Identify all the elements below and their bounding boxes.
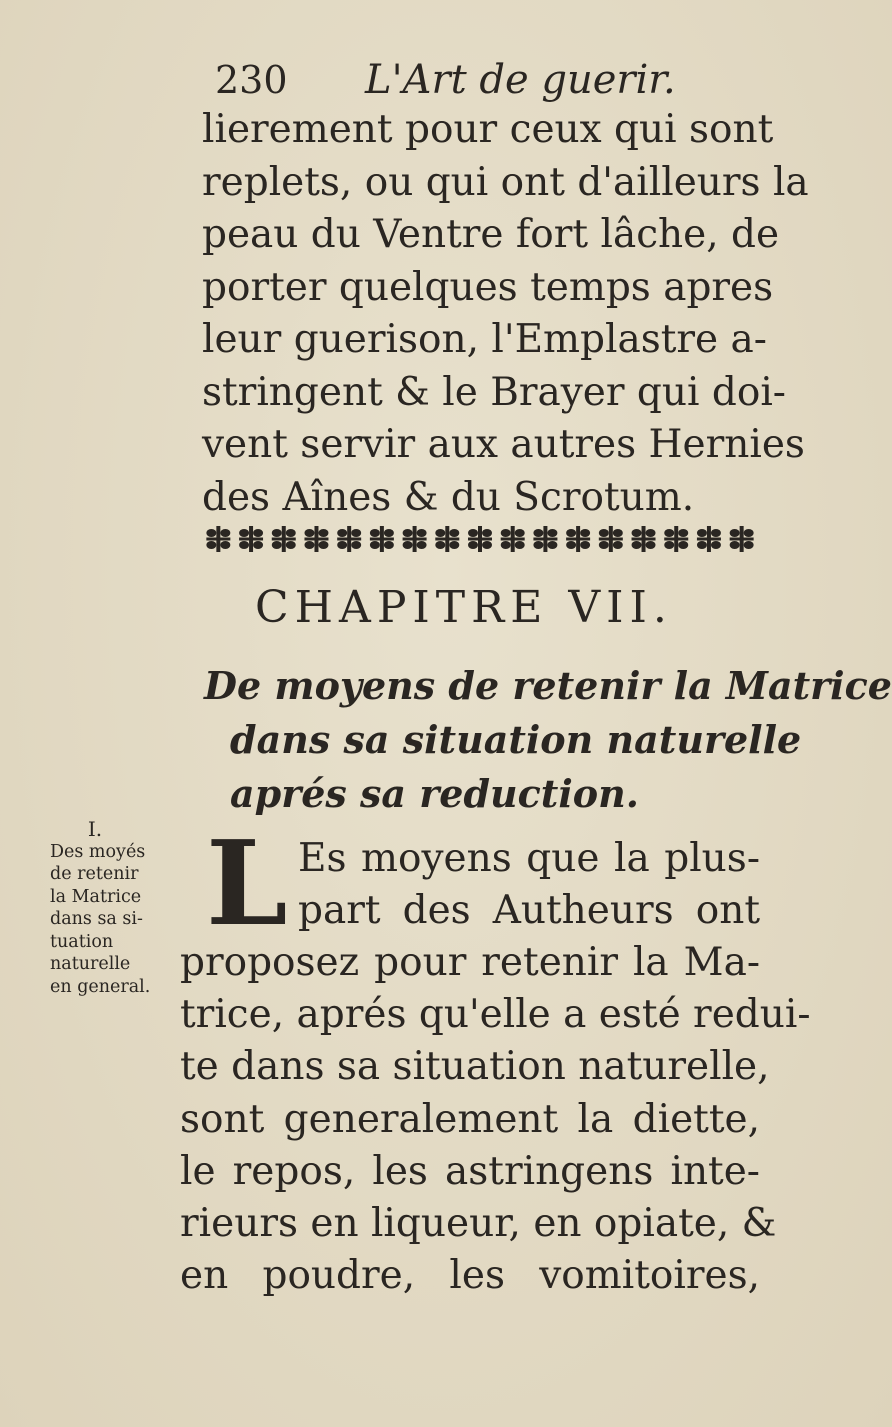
fleuron-glyph bbox=[566, 526, 590, 552]
paragraph-line bbox=[298, 833, 760, 885]
text-line: vent servir aux autres Hernies bbox=[202, 422, 805, 467]
fleuron-glyph bbox=[697, 526, 721, 552]
fleuron-glyph bbox=[599, 526, 623, 552]
drop-cap bbox=[206, 816, 288, 952]
text-line: lierement pour ceux qui sont bbox=[202, 107, 774, 152]
margin-note-number: I. bbox=[87, 817, 103, 841]
margin-note-line: tuation bbox=[50, 931, 114, 952]
text-line: replets, ou qui ont d'ailleurs la bbox=[202, 159, 809, 205]
fleuron-glyph bbox=[370, 526, 394, 552]
margin-note-line: de retenir bbox=[50, 864, 139, 884]
chapter-subtitle-line: aprés sa reduction. bbox=[230, 771, 639, 816]
fleuron-glyph bbox=[272, 526, 296, 552]
paragraph-line bbox=[298, 885, 760, 937]
margin-note-line: dans sa si- bbox=[50, 909, 143, 929]
margin-note-line: la Matrice bbox=[50, 886, 142, 907]
text-line: porter quelques temps apres bbox=[202, 264, 774, 310]
fleuron-glyph bbox=[337, 526, 361, 552]
text-line: te dans sa situation naturelle, bbox=[180, 1044, 770, 1090]
fleuron-glyph bbox=[730, 526, 754, 552]
fleuron-glyph bbox=[403, 526, 427, 552]
text-line: trice, aprés qu'elle a esté redui- bbox=[180, 992, 811, 1038]
fleuron-glyph bbox=[632, 526, 656, 552]
text-line: leur guerison, l'Emplastre a- bbox=[202, 317, 767, 362]
running-title: L'Art de guerir. bbox=[365, 57, 676, 103]
text-line: Es moyens que la plus- bbox=[298, 836, 760, 881]
page-number: 230 bbox=[215, 58, 288, 102]
text-line: le repos, les astringens inte- bbox=[180, 1148, 760, 1194]
chapter-title: CHAPITRE VII. bbox=[255, 582, 673, 633]
fleuron-glyph bbox=[304, 526, 328, 552]
fleuron-band-icon bbox=[202, 522, 758, 556]
fleuron-glyph bbox=[533, 526, 557, 552]
text-line: proposez pour retenir la Ma- bbox=[180, 940, 760, 985]
text-line: des Aînes & du Scrotum. bbox=[202, 474, 695, 520]
chapter-subtitle-line: De moyens de retenir la Matrice bbox=[204, 663, 892, 708]
fleuron-glyph bbox=[435, 526, 459, 552]
fleuron-glyph bbox=[206, 526, 230, 552]
chapter-subtitle-line: dans sa situation naturelle bbox=[230, 717, 802, 762]
text-line: peau du Ventre fort lâche, de bbox=[202, 212, 780, 257]
text-line: rieurs en liqueur, en opiate, & bbox=[180, 1201, 777, 1247]
page-header bbox=[215, 52, 685, 108]
margin-note-line: naturelle bbox=[50, 954, 131, 974]
continuation-text bbox=[202, 104, 809, 524]
fleuron-glyph bbox=[501, 526, 525, 552]
text-line: sont generalement la diette, bbox=[180, 1096, 760, 1142]
margin-note-line: Des moyés bbox=[50, 841, 146, 862]
margin-note bbox=[50, 818, 190, 998]
fleuron-glyph bbox=[664, 526, 688, 552]
margin-note-line: en general. bbox=[50, 976, 151, 997]
text-line: part des Autheurs ont bbox=[298, 888, 760, 933]
fleuron-glyph bbox=[468, 526, 492, 552]
drop-cap-letter: L bbox=[206, 816, 288, 952]
text-line: stringent & le Brayer qui doi- bbox=[202, 369, 786, 415]
text-line: en poudre, les vomitoires, bbox=[180, 1253, 760, 1299]
fleuron-glyph bbox=[239, 526, 263, 552]
paragraph-body bbox=[180, 937, 811, 1302]
